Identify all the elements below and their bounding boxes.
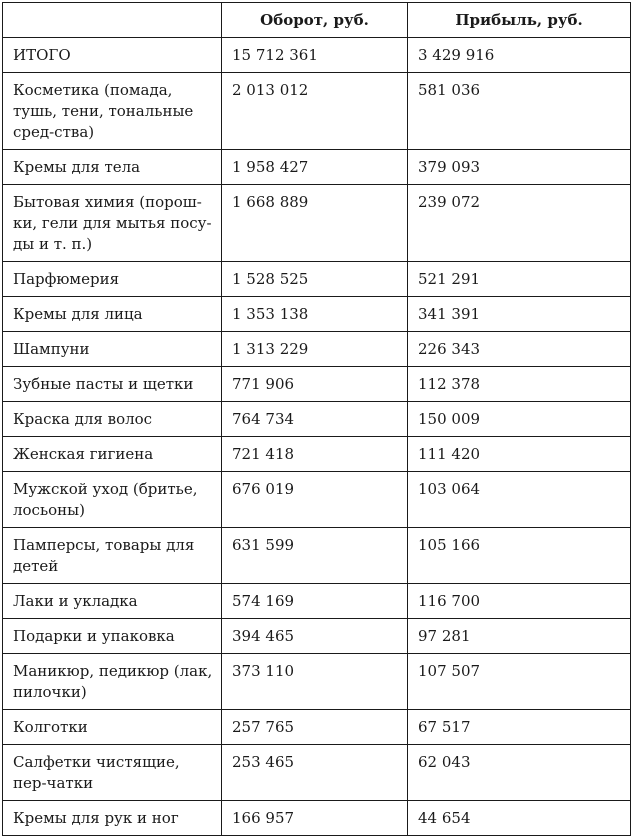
profit-cell: 112 378 (408, 367, 631, 402)
category-cell: ИТОГО (3, 38, 222, 73)
turnover-cell: 1 313 229 (222, 332, 408, 367)
category-cell: Мужской уход (бритье, лосьоны) (3, 472, 222, 528)
profit-cell: 521 291 (408, 262, 631, 297)
table-row (3, 437, 631, 472)
category-cell: Маникюр, педикюр (лак, пилочки) (3, 654, 222, 710)
turnover-cell: 2 013 012 (222, 73, 408, 150)
profit-cell: 67 517 (408, 710, 631, 745)
table-body (3, 38, 631, 836)
profit-cell: 226 343 (408, 332, 631, 367)
profit-cell: 341 391 (408, 297, 631, 332)
table-row (3, 584, 631, 619)
turnover-cell: 166 957 (222, 801, 408, 836)
profit-cell: 44 654 (408, 801, 631, 836)
profit-cell: 97 281 (408, 619, 631, 654)
category-cell: Кремы для лица (3, 297, 222, 332)
profit-cell: 581 036 (408, 73, 631, 150)
header-category (3, 3, 222, 38)
header-row (3, 3, 631, 38)
turnover-cell: 1 958 427 (222, 150, 408, 185)
table-row (3, 619, 631, 654)
table-row (3, 262, 631, 297)
turnover-cell: 1 528 525 (222, 262, 408, 297)
turnover-cell: 373 110 (222, 654, 408, 710)
table-row (3, 73, 631, 150)
table-row (3, 528, 631, 584)
turnover-cell: 574 169 (222, 584, 408, 619)
table-row (3, 297, 631, 332)
turnover-cell: 394 465 (222, 619, 408, 654)
table-row (3, 402, 631, 437)
category-cell: Кремы для тела (3, 150, 222, 185)
table-row (3, 38, 631, 73)
category-cell: Памперсы, товары для детей (3, 528, 222, 584)
sales-table (2, 2, 631, 836)
table-row (3, 710, 631, 745)
category-cell: Салфетки чистящие, пер-чатки (3, 745, 222, 801)
profit-cell: 3 429 916 (408, 38, 631, 73)
category-cell: Бытовая химия (порош-ки, гели для мытья посу-ды и т. п.) (3, 185, 222, 262)
category-cell: Парфюмерия (3, 262, 222, 297)
category-cell: Зубные пасты и щетки (3, 367, 222, 402)
turnover-cell: 1 353 138 (222, 297, 408, 332)
profit-cell: 62 043 (408, 745, 631, 801)
document-page (2, 2, 631, 836)
category-cell: Косметика (помада, тушь, тени, тональные сред-ства) (3, 73, 222, 150)
profit-cell: 103 064 (408, 472, 631, 528)
table-row (3, 185, 631, 262)
category-cell: Кремы для рук и ног (3, 801, 222, 836)
turnover-cell: 721 418 (222, 437, 408, 472)
turnover-cell: 15 712 361 (222, 38, 408, 73)
header-turnover: Оборот, руб. (222, 3, 408, 38)
table-row (3, 332, 631, 367)
table-row (3, 801, 631, 836)
profit-cell: 150 009 (408, 402, 631, 437)
turnover-cell: 1 668 889 (222, 185, 408, 262)
table-row (3, 150, 631, 185)
turnover-cell: 771 906 (222, 367, 408, 402)
turnover-cell: 257 765 (222, 710, 408, 745)
turnover-cell: 676 019 (222, 472, 408, 528)
profit-cell: 116 700 (408, 584, 631, 619)
turnover-cell: 764 734 (222, 402, 408, 437)
turnover-cell: 253 465 (222, 745, 408, 801)
profit-cell: 105 166 (408, 528, 631, 584)
category-cell: Шампуни (3, 332, 222, 367)
table-row (3, 472, 631, 528)
header-profit: Прибыль, руб. (408, 3, 631, 38)
category-cell: Женская гигиена (3, 437, 222, 472)
profit-cell: 239 072 (408, 185, 631, 262)
table-row (3, 367, 631, 402)
profit-cell: 107 507 (408, 654, 631, 710)
category-cell: Краска для волос (3, 402, 222, 437)
table-row (3, 654, 631, 710)
turnover-cell: 631 599 (222, 528, 408, 584)
profit-cell: 111 420 (408, 437, 631, 472)
category-cell: Колготки (3, 710, 222, 745)
table-row (3, 745, 631, 801)
profit-cell: 379 093 (408, 150, 631, 185)
category-cell: Подарки и упаковка (3, 619, 222, 654)
category-cell: Лаки и укладка (3, 584, 222, 619)
